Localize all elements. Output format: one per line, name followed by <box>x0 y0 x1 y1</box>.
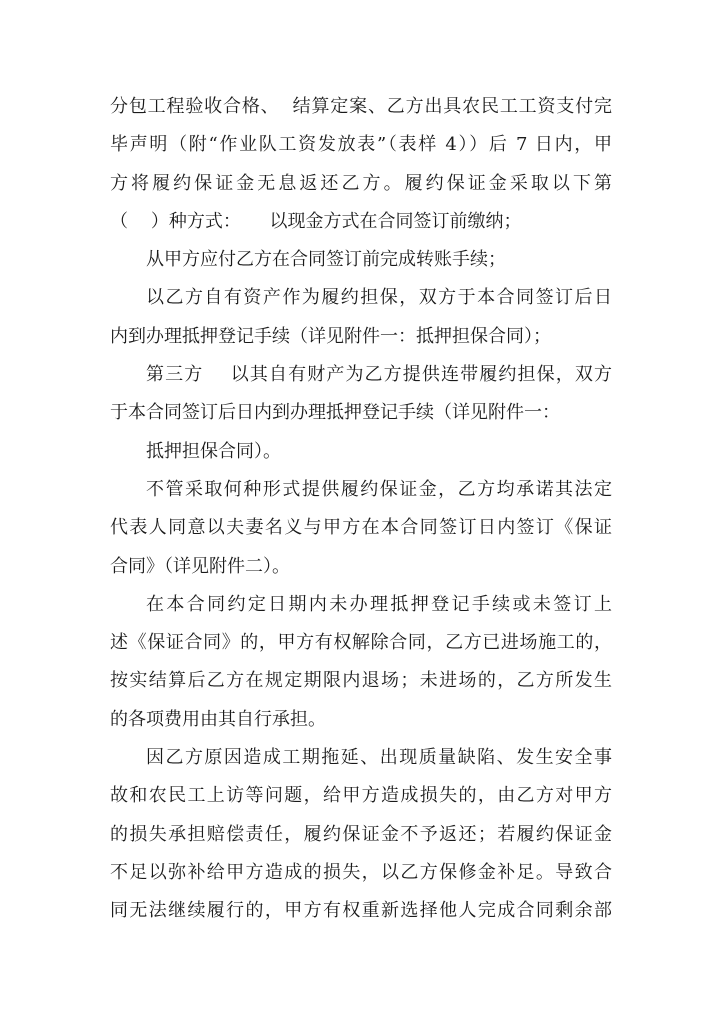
text-line: 代表人同意以夫妻名义与甲方在本合同签订日内签订《保证 <box>110 517 612 539</box>
text-line: 的各项费用由其自行承担。 <box>110 708 326 730</box>
text-line: 不管采取何种形式提供履约保证金，乙方均承诺其法定 <box>146 478 612 500</box>
text-line: 方将履约保证金无息返还乙方。履约保证金采取以下第 <box>110 172 612 194</box>
text-line: 在本合同约定日期内未办理抵押登记手续或未签订上 <box>146 593 612 615</box>
text-line: 第三方 以其自有财产为乙方提供连带履约担保，双方 <box>146 364 612 386</box>
text-line: 抵押担保合同）。 <box>146 440 281 462</box>
text-line: 内到办理抵押登记手续（详见附件一：抵押担保合同）； <box>110 325 551 347</box>
text-line: 以乙方自有资产作为履约担保，双方于本合同签订后日 <box>146 287 612 309</box>
text-line: 述《保证合同》的，甲方有权解除合同，乙方已进场施工的， <box>110 632 612 654</box>
text-line: 按实结算后乙方在规定期限内退场；未进场的，乙方所发生 <box>110 670 612 692</box>
text-line: 分包工程验收合格、 结算定案、乙方出具农民工工资支付完 <box>110 96 612 117</box>
text-line: 毕声明（附“作业队工资发放表”（表样 4））后 7 日内，甲 <box>110 134 612 156</box>
text-line: 合同》（详见附件二）。 <box>110 555 290 577</box>
text-line: 于本合同签订后日内到办理抵押登记手续（详见附件一： <box>110 402 560 424</box>
text-line: （ ）种方式： 以现金方式在合同签订前缴纳； <box>110 210 522 232</box>
text-line: 不足以弥补给甲方造成的损失，以乙方保修金补足。导致合 <box>110 861 612 883</box>
text-line: 因乙方原因造成工期拖延、出现质量缺陷、发生安全事 <box>146 747 612 769</box>
text-line: 故和农民工上访等问题，给甲方造成损失的，由乙方对甲方 <box>110 785 612 807</box>
contract-text <box>110 88 612 931</box>
text-line: 的损失承担赔偿责任，履约保证金不予返还；若履约保证金 <box>110 823 612 845</box>
text-line: 从甲方应付乙方在合同签订前完成转账手续； <box>146 249 506 271</box>
text-line: 同无法继续履行的，甲方有权重新选择他人完成合同剩余部 <box>110 900 612 922</box>
